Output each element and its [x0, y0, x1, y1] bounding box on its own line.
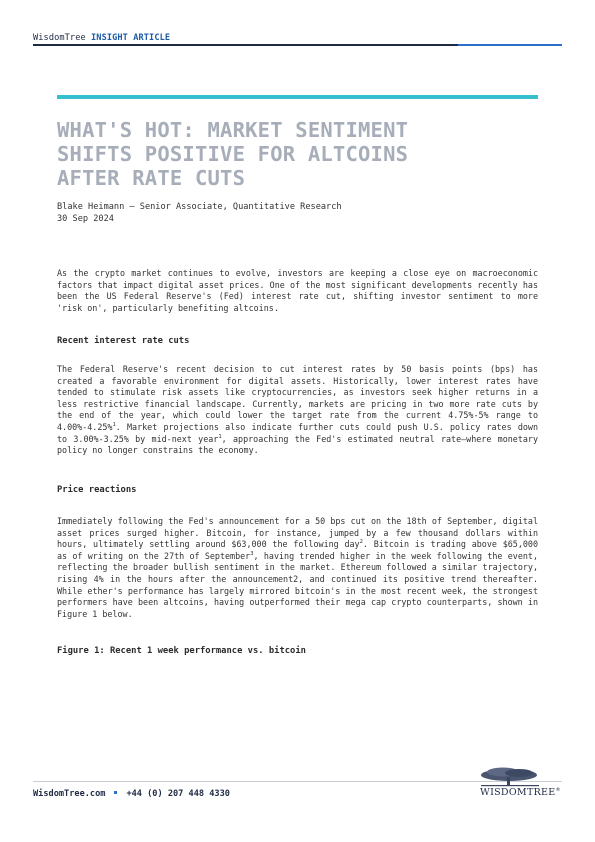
text-run: The Federal Reserve's recent decision to cut interest rates by 50 basis points (bps) has created a favorable environment for digital assets. Historically, lower interest rates have tended to stimulate risk assets like cryptocurrencies, as investors seek higher returns in a less restrictive financial landscape. Currently, markets are pricing in two more rate cuts by the end of the year, which could lower the target rate from the current 4.75%-5% range to 4.00%-4.25% [57, 364, 538, 432]
separator-dot [114, 791, 117, 794]
phone-number[interactable]: +44 (0) 207 448 4330 [126, 789, 230, 799]
footnote-ref[interactable]: 1 [112, 422, 116, 429]
section1-paragraph [57, 364, 538, 457]
intro-paragraph: As the crypto market continues to evolve, investors are keeping a close eye on macroeconomic factors that impact digital asset prices. One of the most significant developments recently has been the US Federal Reserve's (Fed) interest rate cut, shifting investor sentiment to more 'risk on', particularly benefiting altcoins. [57, 268, 538, 313]
title-line: AFTER RATE CUTS [57, 166, 246, 190]
website-link[interactable]: WisdomTree.com [33, 789, 106, 799]
text-run: . Bitcoin is trading above $65,000 as of writing on the 27th of September [57, 539, 538, 561]
article-kind: INSIGHT ARTICLE [91, 33, 171, 43]
footnote-ref[interactable]: 1 [218, 433, 222, 440]
header-rule [33, 44, 562, 46]
logo-wordmark [480, 787, 561, 798]
section-heading: Price reactions [57, 485, 137, 495]
logo-text: WISDOMTREE [480, 787, 556, 799]
article-title [57, 118, 547, 190]
registered-mark: ® [555, 787, 561, 793]
publish-date: 30 Sep 2024 [57, 214, 114, 224]
text-run: , approaching the Fed's estimated neutral rate—where monetary policy no longer constrains the economy. [57, 433, 538, 456]
figure-caption: Figure 1: Recent 1 week performance vs. bitcoin [57, 646, 306, 656]
byline [57, 201, 342, 225]
section-heading: Recent interest rate cuts [57, 336, 190, 346]
section2-paragraph [57, 516, 538, 620]
header-brand [33, 33, 170, 43]
author: Blake Heimann – Senior Associate, Quantitative Research [57, 202, 342, 212]
title-accent-bar [57, 95, 538, 99]
header-rule-blue [458, 44, 562, 46]
brand-name: WisdomTree [33, 33, 86, 43]
text-run: Immediately following the Fed's announcement for a 50 bps cut on the 18th of September, digital asset prices surged higher. Bitcoin, for instance, jumped by a few thousand dollars within hours, ultimately settling around $63,000 the following day [57, 516, 538, 550]
title-line: SHIFTS POSITIVE FOR ALTCOINS [57, 142, 409, 166]
footer-contact [33, 789, 230, 799]
header-rule-dark [33, 44, 458, 46]
footnote-ref[interactable]: 2 [359, 539, 363, 546]
text-run: , having trended higher in the week following the event, reflecting the broader bullish sentiment in the market. Ethereum followed a similar trajectory, rising 4% in the hours after the announcement2, and continued its positive trend thereafter. While ether's performance has largely mirrored bitcoin's in the most recent week, the strongest performers have been altcoins, having outperformed their mega cap crypto counterparts, shown in Figure 1 below. [57, 550, 538, 619]
footnote-ref[interactable]: 3 [250, 550, 254, 557]
title-line: WHAT'S HOT: MARKET SENTIMENT [57, 118, 409, 142]
text-run: . Market projections also indicate further cuts could push U.S. policy rates down to 3.00%-3.25% by mid-next year [57, 421, 538, 444]
